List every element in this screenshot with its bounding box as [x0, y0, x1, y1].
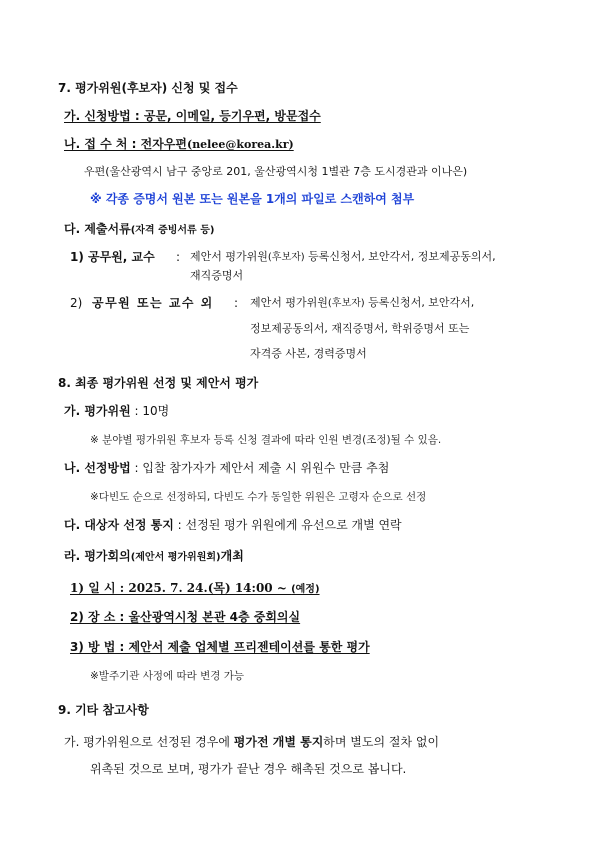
notice-attachment: ※ 각종 증명서 원본 또는 원본을 1개의 파일로 스캔하여 첨부 — [90, 192, 415, 206]
selection-method-label: 나. 선정방법 — [64, 461, 131, 475]
evaluators-label: 가. 평가위원 — [64, 404, 131, 418]
item2-text-cont1: 정보제공동의서, 재직증명서, 학위증명서 또는 — [250, 322, 470, 335]
selection-notice-value: : 선정된 평가 위원에게 유선으로 개별 연락 — [173, 518, 402, 532]
item2-text-small: (후보자) — [327, 298, 365, 309]
section-7-title: 7. 평가위원(후보자) 신청 및 접수 — [58, 81, 238, 95]
misc-note-line2: 위촉된 것으로 보며, 평가가 끝난 경우 해촉된 것으로 봅니다. — [90, 762, 407, 776]
meeting-note: ※발주기관 사정에 따라 변경 가능 — [90, 670, 245, 682]
reception-label: 나. 접 수 처 : 전자우편 — [64, 137, 187, 151]
selection-method-value: : 입찰 참가자가 제안서 제출 시 위원수 만큼 추첨 — [130, 461, 390, 475]
item1-text-cont: 재직증명서 — [190, 269, 244, 282]
selection-notice-label: 다. 대상자 선정 통지 — [64, 518, 174, 532]
reception-office — [64, 136, 294, 153]
submission-docs-sub: (자격 증빙서류 등) — [130, 225, 215, 236]
evaluators-note: ※ 분야별 평가위원 후보자 등록 신청 결과에 따라 인원 변경(조정)될 수 있음. — [90, 434, 442, 446]
selection-notice — [64, 517, 402, 533]
item2-num: 2) — [70, 296, 83, 310]
misc-note-emph: 평가전 개별 통지 — [233, 735, 324, 749]
evaluators-count — [64, 403, 169, 419]
evaluators-value: : 10명 — [130, 404, 170, 418]
item1-label: 1) 공무원, 교수 — [70, 250, 155, 264]
meeting-method: 3) 방 법 : 제안서 제출 업체별 프리젠테이션를 통한 평가 — [70, 640, 370, 654]
item2-text-a: 제안서 평가위원 — [250, 296, 328, 309]
eval-meeting-tail: 개최 — [220, 549, 244, 563]
submission-docs-label: 다. 제출서류 — [64, 222, 131, 236]
selection-method — [64, 460, 389, 476]
eval-meeting-label: 라. 평가회의 — [64, 549, 131, 563]
selection-method-note: ※다빈도 순으로 선정하되, 다빈도 수가 동일한 위원은 고령자 순으로 선정 — [90, 491, 427, 503]
misc-note-c: 하며 별도의 절차 없이 — [323, 735, 440, 749]
reception-email: (nelee@korea.kr) — [186, 138, 294, 151]
section-9-title: 9. 기타 참고사항 — [58, 703, 149, 717]
section-8-title: 8. 최종 평가위원 선정 및 제안서 평가 — [58, 376, 259, 390]
meeting-place: 2) 장 소 : 울산광역시청 본관 4층 중회의실 — [70, 610, 301, 624]
item1-text-b: 등록신청서, 보안각서, 정보제공동의서, — [304, 250, 496, 263]
item1-text — [190, 249, 496, 266]
misc-note-line1 — [64, 734, 439, 750]
eval-meeting-heading — [64, 548, 244, 566]
submission-docs-heading — [64, 221, 214, 239]
item2-text — [250, 295, 474, 312]
item2-text-cont2: 자격증 사본, 경력증명서 — [250, 347, 367, 360]
item2-text-b: 등록신청서, 보안각서, — [364, 296, 475, 309]
item2-label: 공무원 또는 교수 외 — [92, 296, 214, 310]
item2-sep: : — [234, 296, 239, 310]
meeting-datetime — [70, 580, 320, 598]
item1-text-small: (후보자) — [267, 252, 305, 263]
meeting-datetime-note: (예정) — [291, 584, 320, 595]
item1-sep: : — [176, 250, 181, 264]
meeting-datetime-main: 1) 일 시 : 2025. 7. 24.(목) 14:00 ~ — [70, 581, 292, 595]
application-method: 가. 신청방법 : 공문, 이메일, 등기우편, 방문접수 — [64, 109, 321, 123]
mail-address: 우편(울산광역시 남구 중앙로 201, 울산광역시청 1별관 7층 도시경관과 이나은) — [84, 165, 468, 178]
eval-meeting-sub: (제안서 평가위원회) — [130, 552, 221, 563]
item1-text-a: 제안서 평가위원 — [190, 250, 268, 263]
misc-note-a: 가. 평가위원으로 선정된 경우에 — [64, 735, 234, 749]
